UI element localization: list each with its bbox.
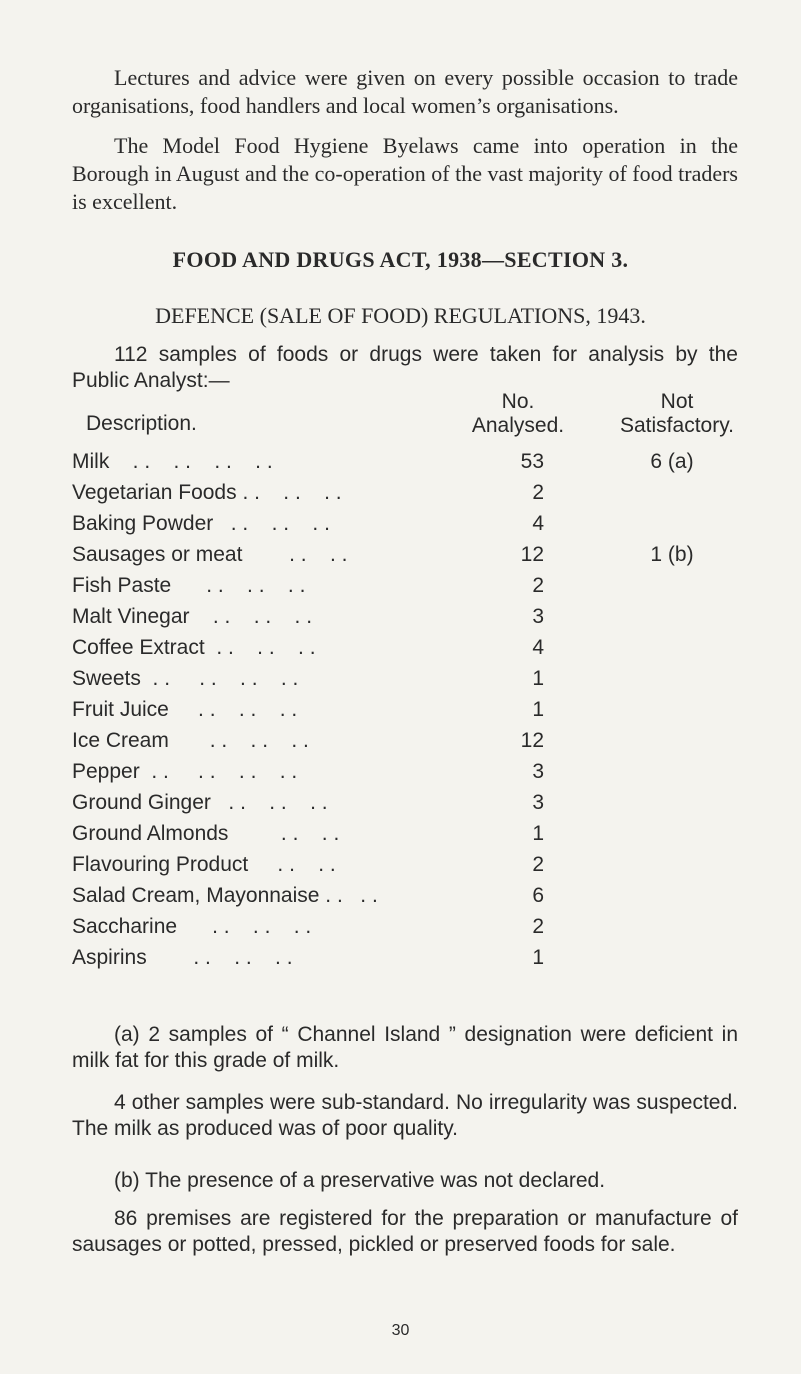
header-description: Description. [86,412,197,435]
row-description: Pepper . . . . . . . . [72,760,298,783]
row-analysed: 1 [532,698,544,721]
row-analysed: 2 [532,915,544,938]
header-not-satisfactory [612,390,742,438]
table-row [72,539,738,570]
header-no-analysed [452,390,584,438]
row-analysed: 12 [520,729,544,752]
intro-paragraph-byelaws: The Model Food Hygiene Byelaws came into operation in the Borough in August and the co-operation of the vast majority of food traders is excellent. [72,133,738,214]
heading-defence-regulations: DEFENCE (SALE OF FOOD) REGULATIONS, 1943. [155,303,646,328]
table-row [72,601,738,632]
table-row [72,880,738,911]
row-description: Ground Ginger . . . . . . [72,791,328,814]
table-row [72,911,738,942]
note-a: (a) 2 samples of “ Channel Island ” designation were deficient in milk fat for this grade of milk. [72,1023,738,1072]
row-analysed: 3 [532,791,544,814]
header-no: No. [501,390,535,413]
table-row [72,508,738,539]
row-analysed: 6 [532,884,544,907]
intro-paragraph-lectures: Lectures and advice were given on every possible occasion to trade organisations, food handlers and local women’s organisations. [72,65,738,118]
row-analysed: 3 [532,760,544,783]
header-analysed: Analysed. [471,414,565,437]
row-analysed: 4 [532,512,544,535]
row-analysed: 1 [532,822,544,845]
row-description: Salad Cream, Mayonnaise . . . . [72,884,378,907]
table-row [72,694,738,725]
row-description: Baking Powder . . . . . . [72,512,330,535]
row-description: Ice Cream . . . . . . [72,729,309,752]
samples-intro: 112 samples of foods or drugs were taken for analysis by the Public Analyst:— [72,343,738,392]
row-description: Vegetarian Foods . . . . . . [72,481,342,504]
row-description: Aspirins . . . . . . [72,946,293,969]
table-row [72,477,738,508]
row-analysed: 1 [532,667,544,690]
table-row [72,632,738,663]
row-analysed: 2 [532,853,544,876]
row-description: Sweets . . . . . . . . [72,667,299,690]
heading-food-drugs-act: FOOD AND DRUGS ACT, 1938—SECTION 3. [172,247,629,272]
row-description: Fish Paste . . . . . . [72,574,306,597]
table-row [72,849,738,880]
row-description: Milk . . . . . . . . [72,450,273,473]
row-description: Flavouring Product . . . . [72,853,336,876]
page-number: 30 [391,1322,410,1339]
note-a-continued: 4 other samples were sub-standard. No irregularity was suspected. The milk as produced was of poor quality. [72,1091,738,1140]
row-description: Fruit Juice . . . . . . [72,698,298,721]
row-not-satisfactory: 6 (a) [650,450,694,473]
table-row [72,818,738,849]
table-row [72,725,738,756]
row-analysed: 12 [520,543,544,566]
table-row [72,663,738,694]
row-analysed: 53 [520,450,544,473]
row-description: Coffee Extract . . . . . . [72,636,316,659]
row-analysed: 2 [532,574,544,597]
row-analysed: 2 [532,481,544,504]
header-not: Not [660,390,694,413]
table-row [72,787,738,818]
table-row [72,446,738,477]
table-row [72,570,738,601]
row-analysed: 4 [532,636,544,659]
table-row [72,756,738,787]
row-analysed: 1 [532,946,544,969]
premises-note: 86 premises are registered for the preparation or manufacture of sausages or potted, pressed, pickled or preserved foods for sale. [72,1207,738,1256]
table-row [72,942,738,973]
row-description: Saccharine . . . . . . [72,915,312,938]
row-description: Malt Vinegar . . . . . . [72,605,313,628]
row-description: Sausages or meat . . . . [72,543,348,566]
row-analysed: 3 [532,605,544,628]
note-b: (b) The presence of a preservative was not declared. [114,1169,606,1192]
row-description: Ground Almonds . . . . [72,822,340,845]
row-not-satisfactory: 1 (b) [650,543,694,566]
header-satisfactory: Satisfactory. [620,414,734,437]
